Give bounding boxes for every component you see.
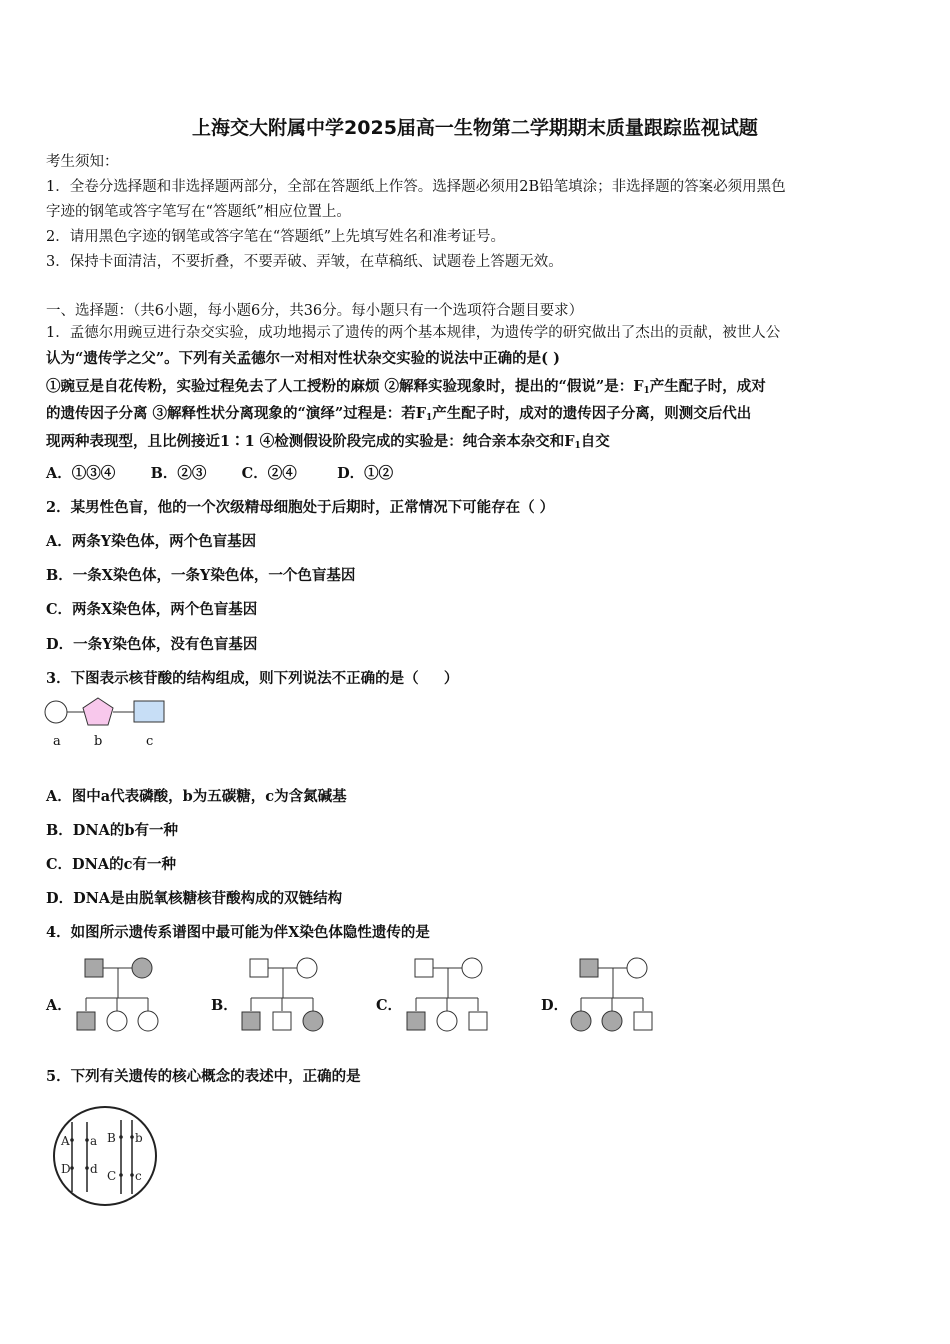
q1-stem-a: 1．孟德尔用豌豆进行杂交实验，成功地揭示了遗传的两个基本规律，为遗传学的研究做出了杰出的贡献，被世人公 (46, 325, 781, 341)
gene-C: C (107, 1169, 117, 1183)
locus-b-left (119, 1135, 123, 1139)
locus-d-right (85, 1166, 89, 1170)
locus-a-left (70, 1138, 74, 1142)
q1-s2-pre: 的遗传因子分离 ③解释性状分离现象的“演绎”过程是：若F (46, 405, 427, 422)
q1-stem-b: 认为“遗传学之父”。下列有关孟德尔一对相对性状杂交实验的说法中正确的是( ) (46, 350, 560, 367)
q2-option-c: C．两条X染色体，两个色盲基因 (46, 601, 258, 618)
q4-label-a: A． (46, 997, 72, 1014)
notice-line-1b: 字迹的钢笔或答字笔写在“答题纸”相应位置上。 (46, 204, 351, 220)
q4-label-b: B． (211, 997, 238, 1014)
q2-stem: 2．某男性色盲，他的一个次级精母细胞处于后期时，正常情况下可能存在（ ） (46, 499, 555, 516)
locus-b-right (130, 1135, 134, 1139)
notice-line-2: 2．请用黑色字迹的钢笔或答字笔在“答题纸”上先填写姓名和准考证号。 (46, 229, 506, 245)
q2-option-d: D．一条Y染色体，没有色盲基因 (46, 636, 258, 653)
q2-option-a: A．两条Y染色体，两个色盲基因 (46, 533, 257, 550)
q1-s1-sub: 1 (643, 386, 650, 396)
q1-s1-pre: ①豌豆是自花传粉，实验过程免去了人工授粉的麻烦 ②解释实验现象时，提出的“假说”是：F (46, 378, 644, 395)
q1-s2-post: 产生配子时，成对的遗传因子分离，则测交后代出 (432, 405, 752, 422)
q2-option-b: B．一条X染色体，一条Y染色体，一个色盲基因 (46, 567, 356, 584)
q3-option-a: A．图中a代表磷酸，b为五碳糖，c为含氮碱基 (46, 788, 347, 805)
q3-stem: 3．下图表示核苷酸的结构组成，则下列说法不正确的是（ ） (46, 670, 459, 687)
q4-label-d: D． (541, 997, 569, 1014)
gene-A: A (61, 1134, 70, 1148)
page-title: 上海交大附属中学2025届高一生物第二学期期末质量跟踪监视试题 (192, 117, 758, 139)
gene-B: B (107, 1131, 116, 1145)
q1-s1-post: 产生配子时，成对 (649, 378, 766, 395)
section-heading: 一、选择题：（共6小题，每小题6分，共36分。每小题只有一个选项符合题目要求） (46, 303, 584, 319)
q1-s3-pre: 现两种表现型，且比例接近1∶1 ④检测假设阶段完成的实验是：纯合亲本杂交和F (46, 433, 575, 450)
q5-stem: 5．下列有关遗传的核心概念的表述中，正确的是 (46, 1068, 361, 1085)
gene-a: a (90, 1134, 98, 1148)
q3-option-b: B．DNA的b有一种 (46, 822, 178, 839)
notice-line-3: 3．保持卡面清洁，不要折叠，不要弄破、弄皱，在草稿纸、试题卷上答题无效。 (46, 254, 563, 270)
notice-heading: 考生须知： (46, 154, 119, 170)
q1-s2-sub: 1 (426, 413, 433, 423)
locus-c-right (130, 1173, 134, 1177)
q1-options: A．①③④ B．②③ C．②④ D．①② (46, 465, 394, 482)
gene-D: D (61, 1162, 71, 1176)
q3-option-d: D．DNA是由脱氧核糖核苷酸构成的双链结构 (46, 890, 343, 907)
label-a: a (53, 734, 61, 749)
q4-stem: 4．如图所示遗传系谱图中最可能为伴X染色体隐性遗传的是 (46, 924, 430, 941)
label-b: b (94, 734, 103, 749)
gene-d: d (90, 1162, 98, 1176)
q1-s3-sub: 1 (574, 441, 581, 451)
label-c: c (146, 734, 154, 749)
q3-option-c: C．DNA的c有一种 (46, 856, 176, 873)
q1-s3-post: 自交 (580, 433, 610, 450)
cell-outline (54, 1107, 156, 1205)
notice-line-1a: 1．全卷分选择题和非选择题两部分，全部在答题纸上作答。选择题必须用2B铅笔填涂；非选择题的答案必须用黑色 (46, 179, 786, 195)
locus-a-right (85, 1138, 89, 1142)
locus-d-left (70, 1166, 74, 1170)
q4-label-c: C． (376, 997, 403, 1014)
locus-c-left (119, 1173, 123, 1177)
gene-b: b (135, 1131, 143, 1145)
gene-c: c (135, 1169, 142, 1183)
